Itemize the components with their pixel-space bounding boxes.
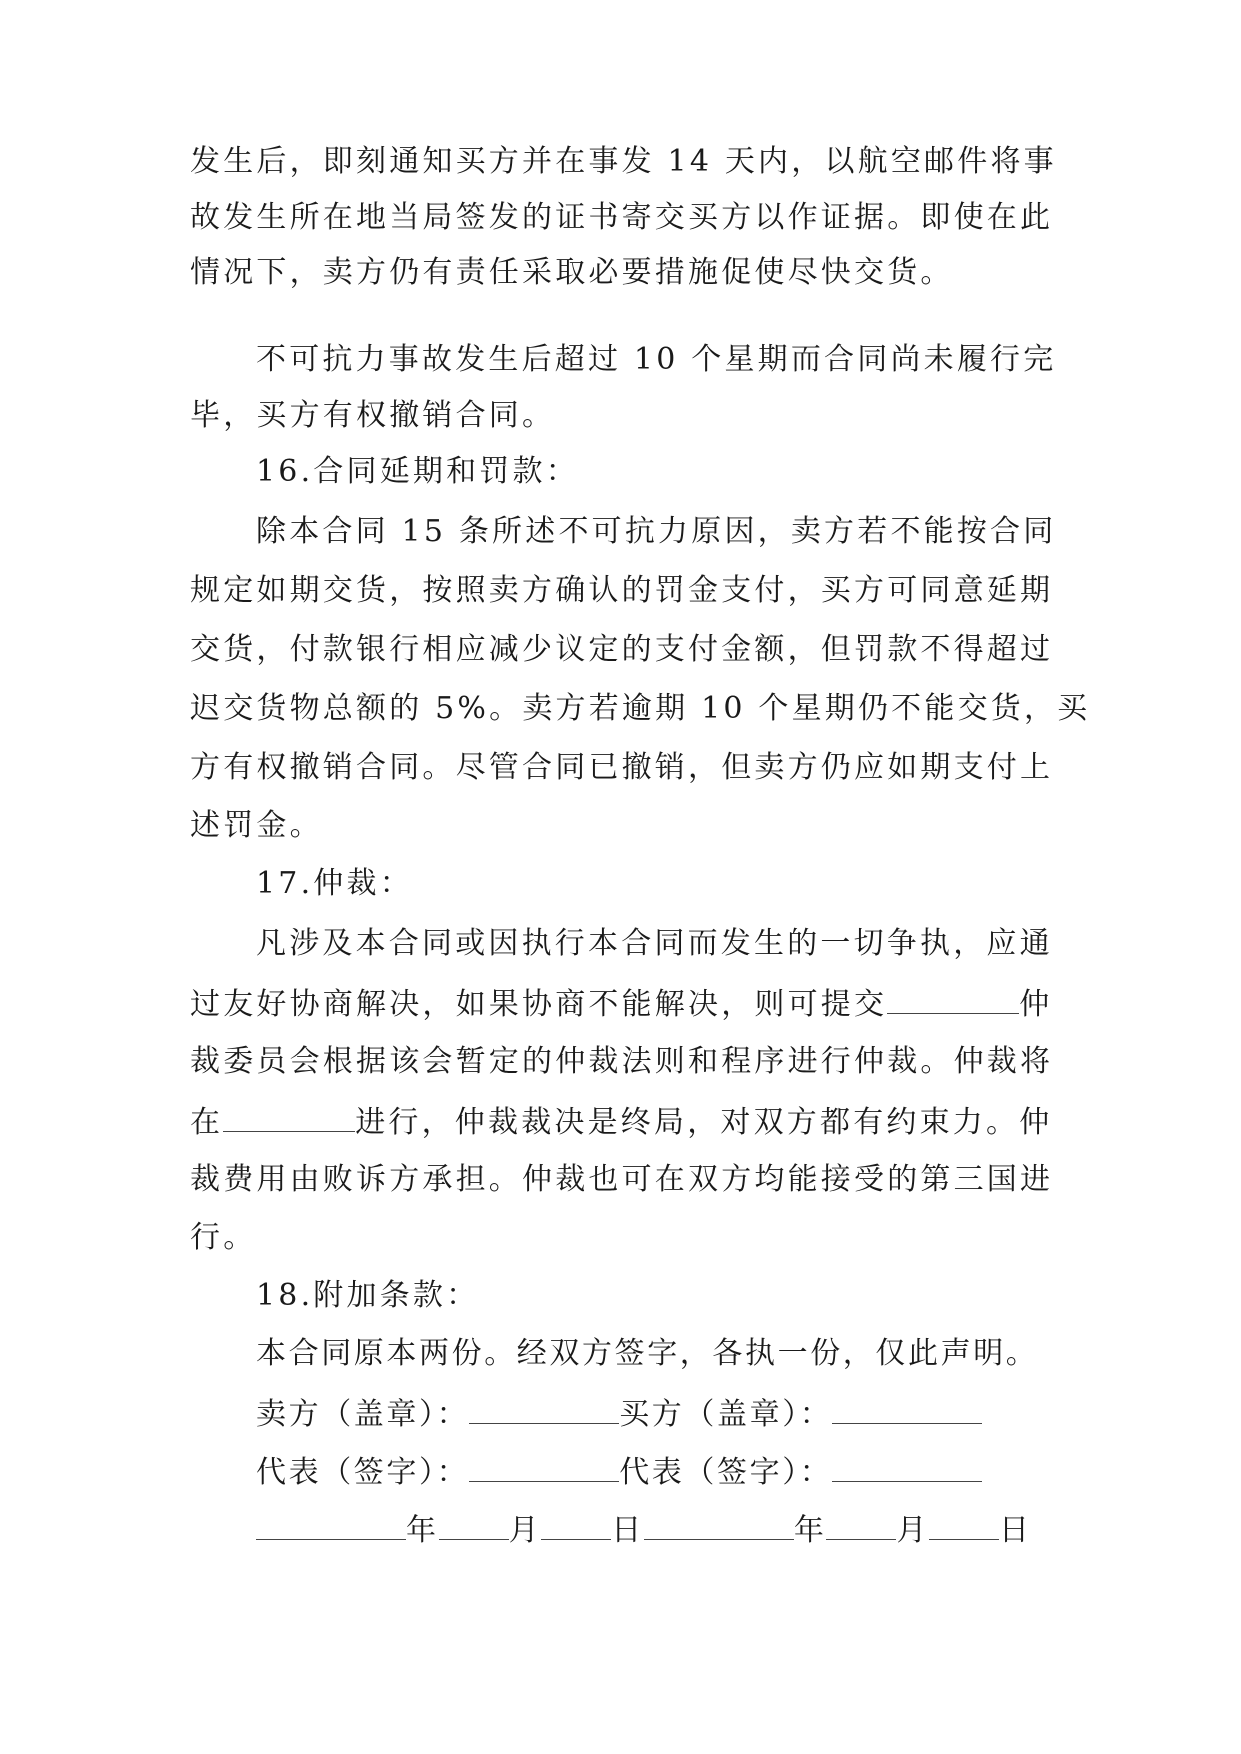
buyer-day-field[interactable] [929,1509,999,1540]
paragraph-line: 故发生所在地当局签发的证书寄交买方以作证据。即使在此 [190,200,1054,235]
seller-year-field[interactable] [256,1509,406,1540]
buyer-rep-label: 代表（签字）： [619,1455,833,1490]
paragraph-line: 除本合同 15 条所述不可抗力原因，卖方若不能按合同 [256,514,1057,549]
year-label: 年 [406,1513,439,1548]
paragraph-line: 凡涉及本合同或因执行本合同而发生的一切争执，应通 [256,926,1053,961]
paragraph-line: 述罚金。 [190,808,323,843]
paragraph-line: 本合同原本两份。经双方签字，各执一份，仅此声明。 [256,1336,1039,1371]
section-heading-16: 16.合同延期和罚款： [256,454,579,489]
text-segment: 在 [190,1105,224,1140]
paragraph-line [190,1101,1060,1141]
paragraph-line: 规定如期交货，按照卖方确认的罚金支付，买方可同意延期 [190,573,1054,608]
section-heading-17: 17.仲裁： [256,866,413,901]
year-label: 年 [793,1513,827,1548]
text-segment: 仲 [1019,987,1053,1022]
seller-seal-label: 卖方（盖章）： [256,1397,470,1432]
seller-seal-field[interactable] [469,1393,619,1424]
month-label: 月 [896,1513,930,1548]
buyer-seal-label: 买方（盖章）： [619,1397,833,1432]
fill-in-blank-arbitration-place[interactable] [223,1101,355,1132]
day-label: 日 [999,1513,1032,1548]
fill-in-blank-arbitration-body[interactable] [887,983,1019,1014]
buyer-month-field[interactable] [826,1509,896,1540]
paragraph-line: 裁委员会根据该会暂定的仲裁法则和程序进行仲裁。仲裁将 [190,1044,1054,1079]
signature-line [256,1451,1126,1491]
buyer-seal-field[interactable] [832,1393,982,1424]
paragraph-line: 方有权撤销合同。尽管合同已撤销，但卖方仍应如期支付上 [190,750,1054,785]
month-label: 月 [508,1513,542,1548]
seller-month-field[interactable] [439,1509,509,1540]
paragraph-line: 裁费用由败诉方承担。仲裁也可在双方均能接受的第三国进 [190,1162,1054,1197]
paragraph-line: 发生后，即刻通知买方并在事发 14 天内，以航空邮件将事 [190,144,1057,179]
seller-rep-field[interactable] [469,1451,619,1482]
text-segment: 进行，仲裁裁决是终局，对双方都有约束力。仲 [355,1105,1053,1140]
paragraph-line: 行。 [190,1220,257,1255]
paragraph-line: 迟交货物总额的 5%。卖方若逾期 10 个星期仍不能交货，买 [190,691,1091,726]
text-segment: 过友好协商解决，如果协商不能解决，则可提交 [190,987,888,1022]
paragraph-line: 情况下，卖方仍有责任采取必要措施促使尽快交货。 [190,255,954,290]
buyer-rep-field[interactable] [832,1451,982,1482]
paragraph-line: 毕，买方有权撤销合同。 [190,398,556,433]
seller-day-field[interactable] [541,1509,611,1540]
day-label: 日 [611,1513,644,1548]
seller-rep-label: 代表（签字）： [256,1455,470,1490]
paragraph-line [190,983,1060,1023]
seal-line [256,1393,1126,1433]
buyer-year-field[interactable] [644,1509,794,1540]
date-line [256,1509,1126,1549]
paragraph-line: 交货，付款银行相应减少议定的支付金额，但罚款不得超过 [190,632,1054,667]
paragraph-line: 不可抗力事故发生后超过 10 个星期而合同尚未履行完 [256,342,1057,377]
section-heading-18: 18.附加条款： [256,1278,480,1313]
